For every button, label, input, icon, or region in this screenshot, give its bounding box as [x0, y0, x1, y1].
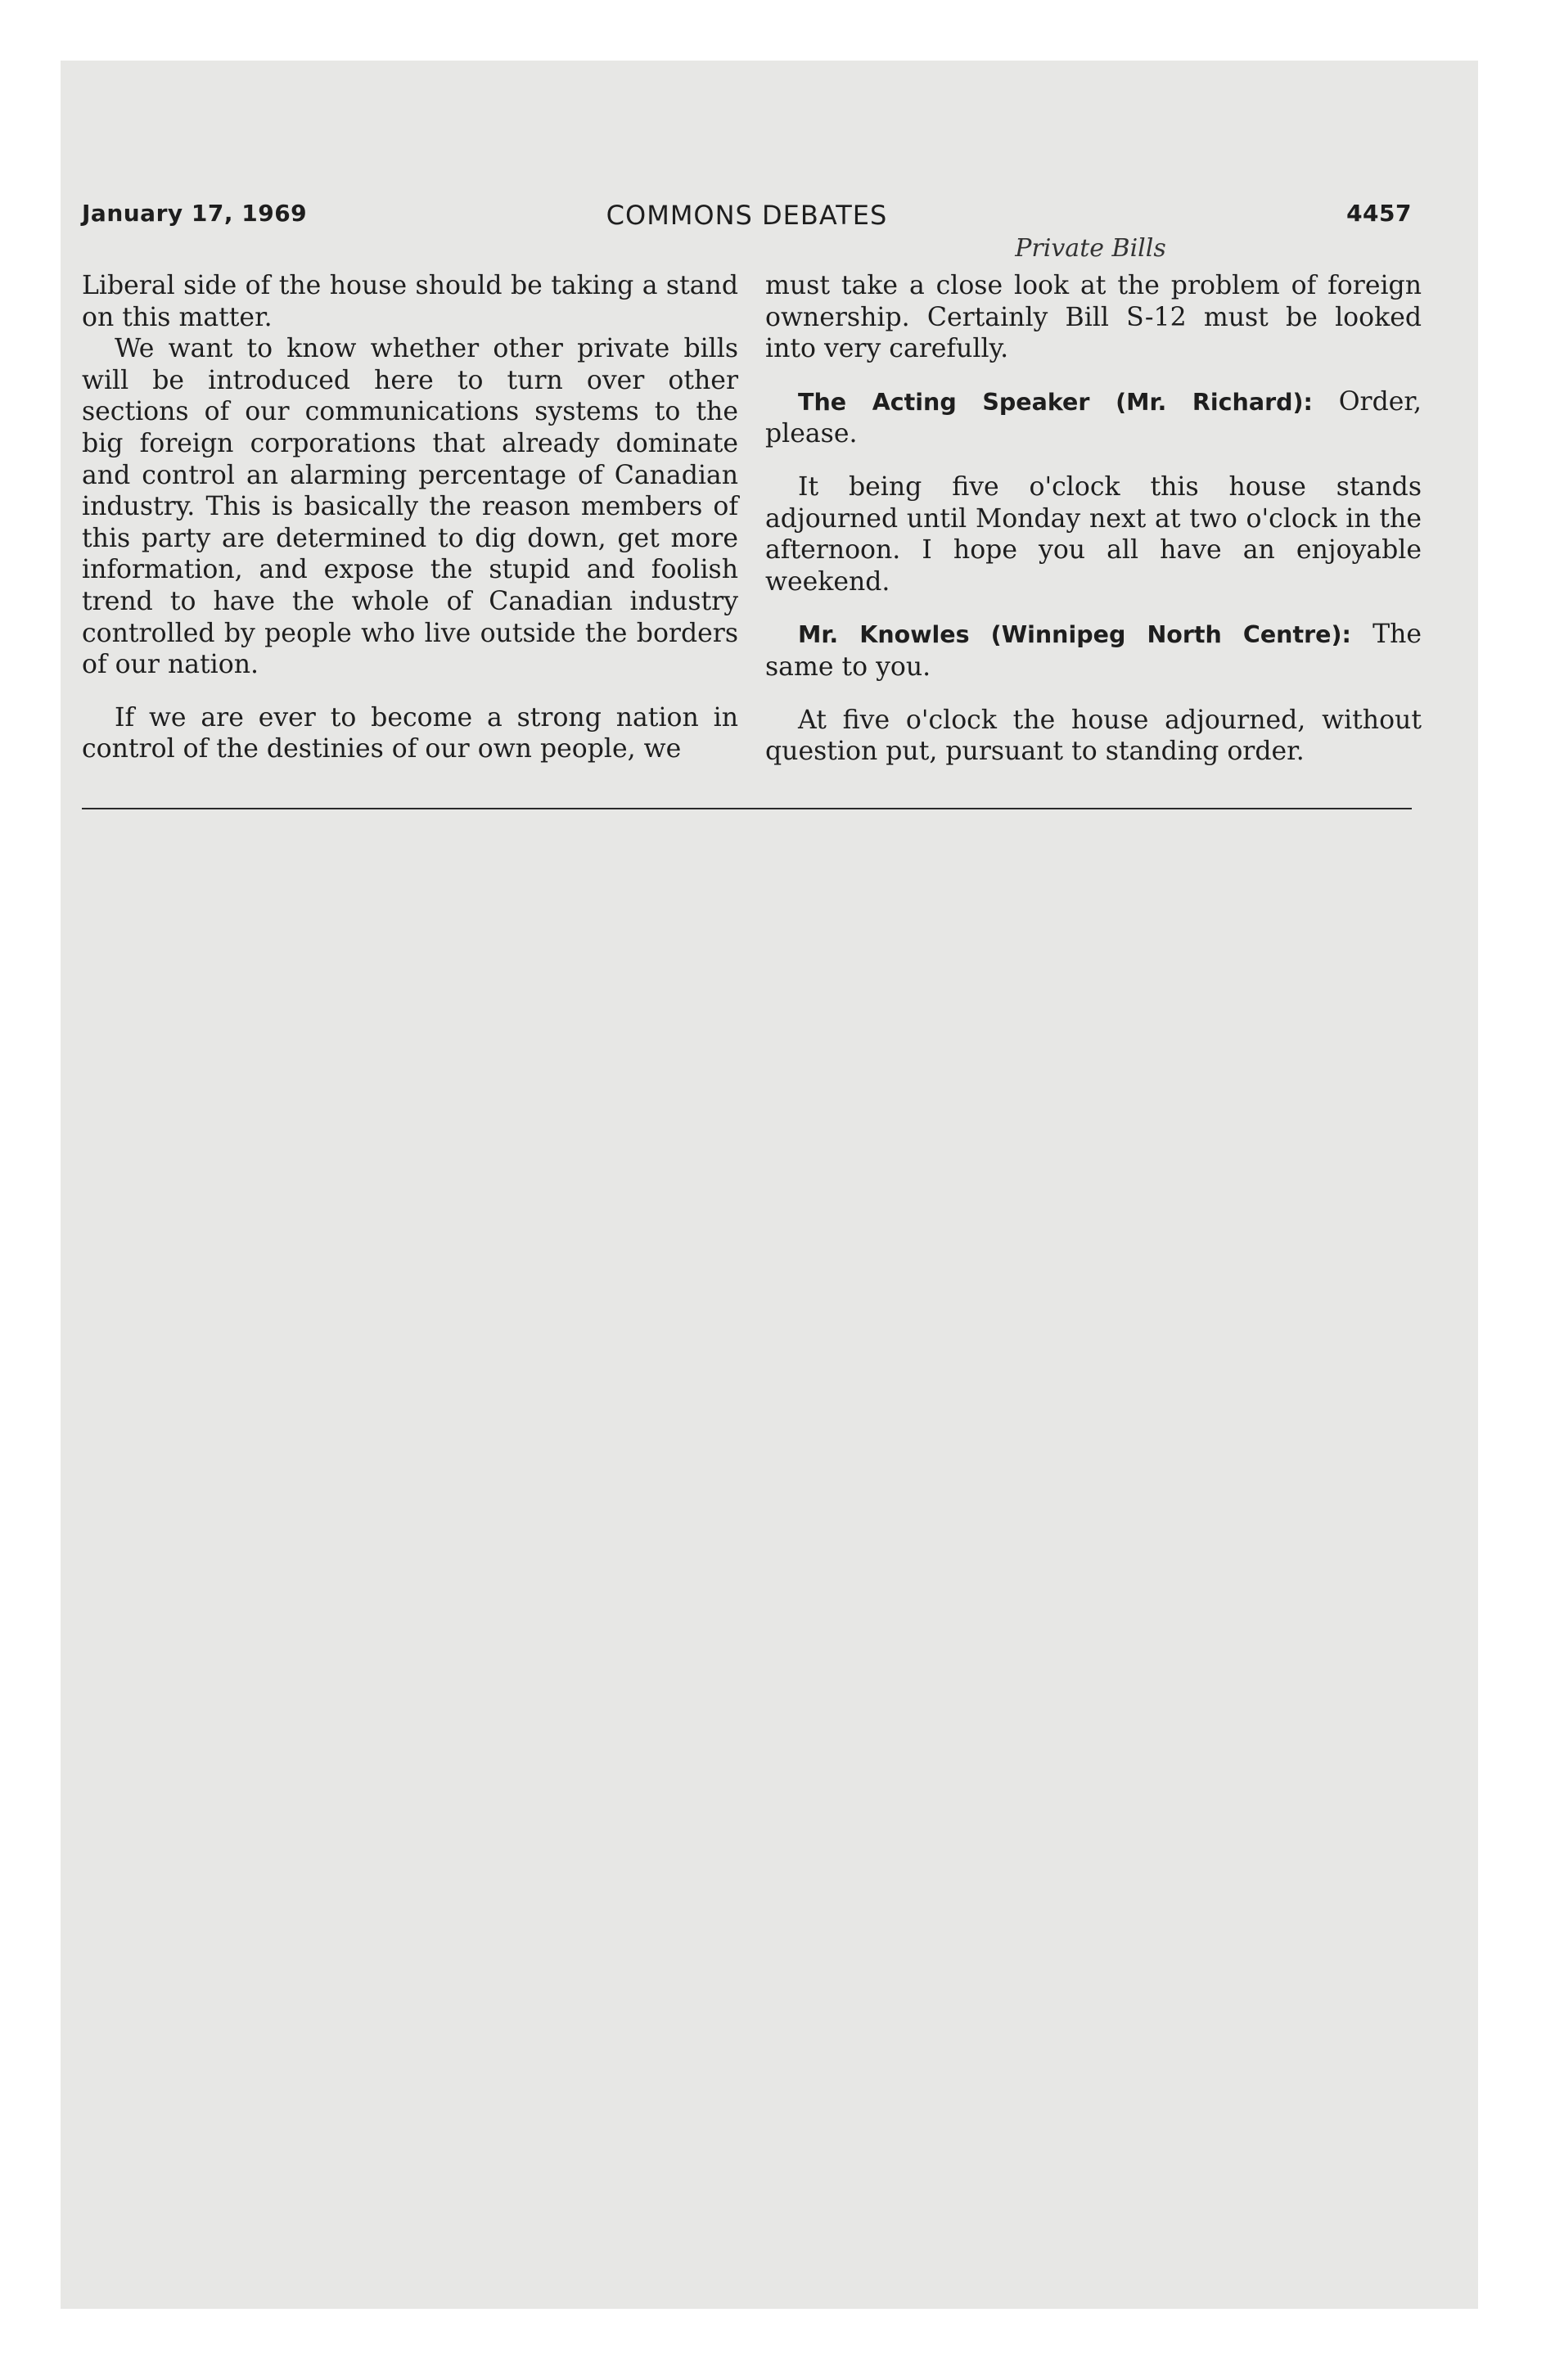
paragraph: We want to know whether other private bills will be introduced here to turn over other sections of our communications systems to the big foreign corporations that already dominate and control an alarming percentage of Canadian industry. This is basically the reason members of this party are determined to dig down, get more information, and expose the stupid and foolish trend to have the whole of Canadian industry controlled by people who live outside the borders of our nation.: [82, 334, 738, 680]
header-title: COMMONS DEBATES: [606, 200, 888, 231]
speaker-text: The same to you.: [765, 620, 1422, 682]
right-column: [765, 270, 1422, 768]
horizontal-rule: [82, 808, 1412, 809]
speaker-name: The Acting Speaker (Mr. Richard):: [798, 388, 1313, 416]
header-page-number: 4457: [1346, 200, 1412, 227]
header-date: January 17, 1969: [82, 200, 308, 227]
speaker-text: Order, please.: [765, 386, 1422, 449]
paragraph: It being five o'clock this house stands adjourned until Monday next at two o'clock in the afternoon. I hope you all have an enjoyable weekend.: [765, 471, 1422, 597]
left-column: [82, 270, 738, 765]
paragraph: If we are ever to become a strong nation in control of the destinies of our own people, we: [82, 702, 738, 764]
speaker-paragraph: [765, 619, 1422, 683]
paragraph: must take a close look at the problem of foreign ownership. Certainly Bill S-12 must be looked into very carefully.: [765, 271, 1422, 364]
speaker-paragraph: [765, 386, 1422, 450]
paragraph: At five o'clock the house adjourned, without question put, pursuant to standing order.: [765, 705, 1422, 767]
section-label: Private Bills: [1015, 234, 1166, 263]
page-header: [82, 200, 1412, 229]
paragraph: Liberal side of the house should be taking a stand on this matter.: [82, 271, 738, 332]
speaker-name: Mr. Knowles (Winnipeg North Centre):: [798, 621, 1351, 649]
